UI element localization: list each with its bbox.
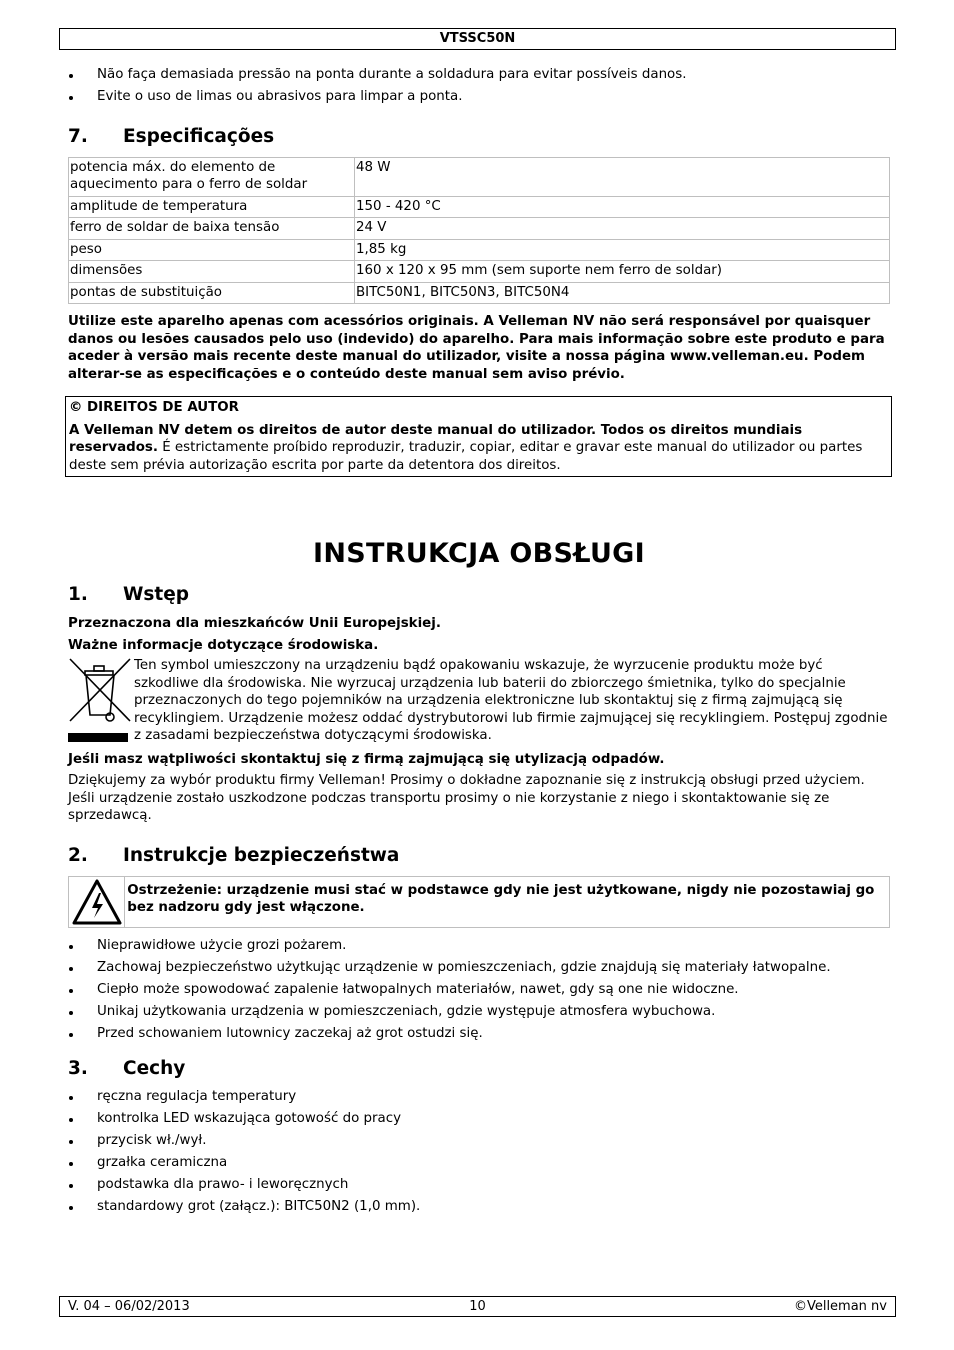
spec-value: BITC50N1, BITC50N3, BITC50N4 <box>355 282 890 304</box>
table-row <box>69 196 890 218</box>
intro-bullet-list <box>68 66 890 106</box>
thanks-paragraph: Dziękujemy za wybór produktu firmy Velleman! Prosimy o dokładne zapoznanie się z instrukcją obsługi przed użyciem. Jeśli urządzenie zostało uszkodzone podczas transportu prosimy o nie korzystanie z niego i skontaktowanie się ze sprzedawcą. <box>68 773 865 823</box>
spec-value: 1,85 kg <box>355 239 890 261</box>
header-title: VTSSC50N <box>439 31 516 46</box>
section-title: Instrukcje bezpieczeństwa <box>123 844 400 866</box>
list-item: Nieprawidłowe użycie grozi pożarem. <box>68 937 890 955</box>
safety-bullet-list <box>68 937 890 1043</box>
table-row <box>69 261 890 283</box>
list-item: standardowy grot (załącz.): BITC50N2 (1,0 mm). <box>68 1198 890 1216</box>
section-title: Especificações <box>123 125 275 147</box>
copyright-heading: © DIREITOS DE AUTOR <box>69 400 239 415</box>
list-item: Não faça demasiada pressão na ponta durante a soldadura para evitar possíveis danos. <box>68 66 890 84</box>
section-number: 3. <box>68 1058 88 1079</box>
footer-brand: ©Velleman nv <box>793 1299 887 1314</box>
list-item: Evite o uso de limas ou abrasivos para limpar a ponta. <box>68 88 890 106</box>
spec-value: 48 W <box>355 157 890 196</box>
list-item: Przed schowaniem lutownicy zaczekaj aż grot ostudzi się. <box>68 1025 890 1043</box>
spec-key: dimensões <box>69 261 355 283</box>
spec-value: 160 x 120 x 95 mm (sem suporte nem ferro de soldar) <box>355 261 890 283</box>
section-title: Wstęp <box>123 584 190 605</box>
table-row <box>69 282 890 304</box>
warning-text: Ostrzeżenie: urządzenie musi stać w podstawce gdy nie jest użytkowane, nigdy nie pozostawiaj go bez nadzoru gdy jest włączone. <box>127 882 875 915</box>
crossed-out-wheelie-bin-icon <box>68 657 134 749</box>
spec-value: 24 V <box>355 218 890 240</box>
copyright-body <box>69 422 888 475</box>
table-row <box>69 218 890 240</box>
list-item: Ciepło może spowodować zapalenie łatwopalnych materiałów, nawet, gdy są one nie widoczne. <box>68 981 890 999</box>
spec-key: pontas de substituição <box>69 282 355 304</box>
table-row <box>69 239 890 261</box>
features-bullet-list <box>68 1088 890 1216</box>
spec-table <box>68 157 890 305</box>
accessories-notice: Utilize este aparelho apenas com acessórios originais. A Velleman NV não será responsável por quaisquer danos ou lesões causados pelo uso (indevido) do aparelho. Para mais informação sobre este produto e para aceder à versão mais recente deste manual do utilizador, visite a nossa página www.velleman.eu. Podem alterar-se as especificações e o conteúdo deste manual sem aviso prévio. <box>68 314 885 382</box>
footer-page-number: 10 <box>469 1299 486 1314</box>
weee-text: Ten symbol umieszczony na urządzeniu bądź opakowaniu wskazuje, że wyrzucenie produktu może być szkodliwe dla środowiska. Nie wyrzucaj urządzenia lub baterii do zbiorczego śmietnika, tylko do specjalnie przeznaczonych do tego pojemników na urządzenia elektroniczne lub skontaktuj się z firmą zajmującą się recyklingiem. Urządzenie możesz oddać dystrybutorowi lub firmie zajmującej się recyklingiem. Postępuj zgodnie z zasadami bezpieczeństwa dotyczącymi środowiska. <box>134 658 888 743</box>
section-number: 7. <box>68 125 88 147</box>
list-item: kontrolka LED wskazująca gotowość do pracy <box>68 1110 890 1128</box>
copyright-box <box>65 396 892 477</box>
table-row <box>69 157 890 196</box>
eu-residents-line: Przeznaczona dla mieszkańców Unii Europejskiej. <box>68 616 441 631</box>
high-voltage-warning-icon <box>69 877 125 927</box>
footer-version: V. 04 – 06/02/2013 <box>68 1299 190 1314</box>
warning-box <box>68 876 890 928</box>
list-item: ręczna regulacja temperatury <box>68 1088 890 1106</box>
weee-block <box>68 657 890 749</box>
doubt-line: Jeśli masz wątpliwości skontaktuj się z firmą zajmującą się utylizacją odpadów. <box>68 751 665 767</box>
page-footer <box>59 1296 896 1317</box>
page-content <box>68 66 890 1220</box>
section-heading-intro <box>68 583 890 607</box>
section-heading-features <box>68 1057 890 1081</box>
section-title: Cechy <box>123 1058 186 1079</box>
environment-info-line: Ważne informacje dotyczące środowiska. <box>68 637 379 653</box>
list-item: przycisk wł./wył. <box>68 1132 890 1150</box>
list-item: Zachowaj bezpieczeństwo użytkując urządzenie w pomieszczeniach, gdzie znajdują się materiały łatwopalne. <box>68 959 890 977</box>
copyright-text: É estrictamente proíbido reproduzir, traduzir, copiar, editar e gravar este manual do utilizador ou partes deste sem prévia autorização escrita por parte da detentora dos direitos. <box>69 440 863 473</box>
manual-title: INSTRUKCJA OBSŁUGI <box>313 538 645 569</box>
section-heading-specs <box>68 125 890 149</box>
spec-key: peso <box>69 239 355 261</box>
list-item: grzałka ceramiczna <box>68 1154 890 1172</box>
section-number: 1. <box>68 584 88 605</box>
spec-key: amplitude de temperatura <box>69 196 355 218</box>
list-item: Unikaj użytkowania urządzenia w pomieszczeniach, gdzie występuje atmosfera wybuchowa. <box>68 1003 890 1021</box>
page-header <box>59 28 896 50</box>
spec-key: ferro de soldar de baixa tensão <box>69 218 355 240</box>
section-number: 2. <box>68 844 88 866</box>
spec-key: potencia máx. do elemento de aquecimento para o ferro de soldar <box>69 157 355 196</box>
spec-value: 150 - 420 °C <box>355 196 890 218</box>
copyright-bold-text: A Velleman NV detem os direitos de autor deste manual do utilizador. Todos os direitos mundiais reservados. <box>69 422 803 455</box>
list-item: podstawka dla prawo- i leworęcznych <box>68 1176 890 1194</box>
section-heading-safety <box>68 844 890 868</box>
